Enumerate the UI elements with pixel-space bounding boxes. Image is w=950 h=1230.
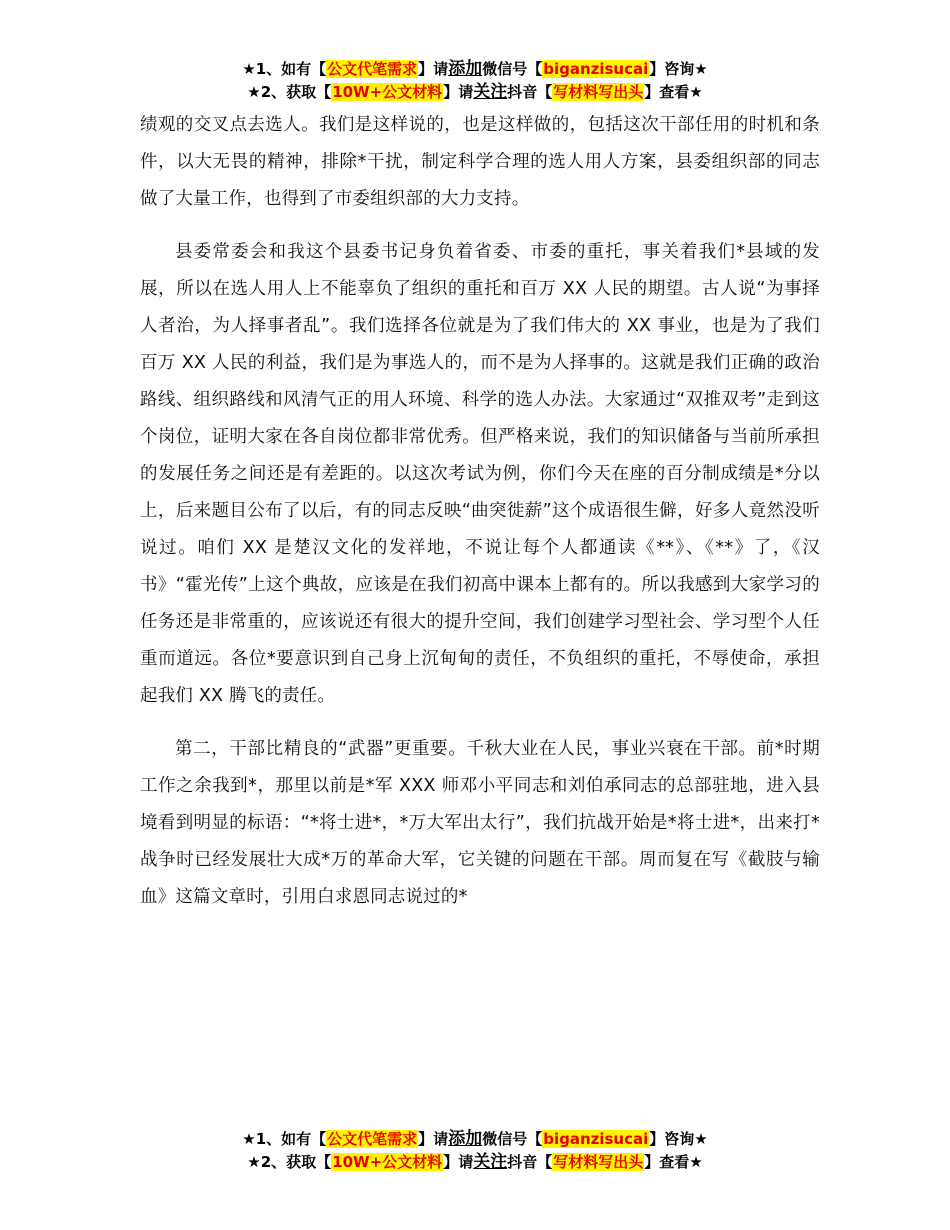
document-body — [140, 107, 820, 932]
banner-highlight: biganzisucai — [543, 1130, 649, 1148]
banner-highlight: 公文代笔需求 — [327, 60, 418, 78]
banner-underlined-text: 添加 — [448, 1129, 483, 1149]
banner-highlight: biganzisucai — [543, 60, 649, 78]
banner-text: 】查看★ — [644, 83, 703, 101]
banner-underlined-text: 关注 — [473, 1152, 508, 1172]
banner-text: ★2、获取【 — [247, 1153, 332, 1171]
banner-text: 】咨询★ — [649, 60, 708, 78]
banner-text: ★1、如有【 — [242, 60, 327, 78]
banner-text: 】查看★ — [644, 1153, 703, 1171]
paragraph-2: 县委常委会和我这个县委书记身负着省委、市委的重托，事关着我们*县域的发展，所以在选人用人上不能辜负了组织的重托和百万 XX 人民的期望。古人说“为事择人者治，为人择事者乱”。我们选择各位就是为了我们伟大的 XX 事业，也是为了我们百万 XX 人民的利益，我们是为事选人的，而不是为人择事的。这就是我们正确的政治路线、组织路线和风清气正的用人环境、科学的选人办法。大家通过“双推双考”走到这个岗位，证明大家在各自岗位都非常优秀。但严格来说，我们的知识储备与当前所承担的发展任务之间还是有差距的。以这次考试为例，你们今天在座的百分制成绩是*分以上，后来题目公布了以后，有的同志反映“曲突徙薪”这个成语很生僻，好多人竟然没听说过。咱们 XX 是楚汉文化的发祥地，不说让每个人都通读《**》、《**》了，《汉书》“霍光传”上这个典故，应该是在我们初高中课本上都有的。所以我感到大家学习的任务还是非常重的，应该说还有很大的提升空间，我们创建学习型社会、学习型个人任重而道远。各位*要意识到自己身上沉甸甸的责任，不负组织的重托，不辱使命，承担起我们 XX 腾飞的责任。 — [140, 242, 820, 706]
banner-text: ★1、如有【 — [242, 1130, 327, 1148]
banner-text: ★2、获取【 — [247, 83, 332, 101]
banner-underlined-text: 关注 — [473, 82, 508, 102]
banner-line-2 — [0, 1151, 950, 1174]
banner-text: 】请 — [418, 1130, 449, 1148]
footer-banner — [0, 1128, 950, 1174]
banner-highlight: 10W+公文材料 — [332, 83, 443, 101]
banner-highlight: 公文代笔需求 — [327, 1130, 418, 1148]
banner-text: 抖音【 — [507, 83, 553, 101]
banner-underlined-text: 添加 — [448, 59, 483, 79]
banner-text: 】请 — [443, 83, 474, 101]
banner-text: 微信号【 — [482, 1130, 543, 1148]
banner-text: 】请 — [418, 60, 449, 78]
banner-highlight: 写材料写出头 — [553, 83, 644, 101]
header-banner — [0, 58, 950, 104]
banner-highlight: 写材料写出头 — [553, 1153, 644, 1171]
banner-text: 抖音【 — [507, 1153, 553, 1171]
banner-text: 微信号【 — [482, 60, 543, 78]
banner-line-2 — [0, 81, 950, 104]
banner-line-1 — [0, 1128, 950, 1151]
paragraph-1: 绩观的交叉点去选人。我们是这样说的，也是这样做的，包括这次干部任用的时机和条件，以大无畏的精神，排除*干扰，制定科学合理的选人用人方案，县委组织部的同志做了大量工作，也得到了市委组织部的大力支持。 — [140, 115, 820, 209]
banner-text: 】请 — [443, 1153, 474, 1171]
banner-highlight: 10W+公文材料 — [332, 1153, 443, 1171]
banner-text: 】咨询★ — [649, 1130, 708, 1148]
paragraph-3: 第二，干部比精良的“武器”更重要。千秋大业在人民，事业兴衰在干部。前*时期工作之余我到*，那里以前是*军 XXX 师邓小平同志和刘伯承同志的总部驻地，进入县境看到明显的标语：“*将士进*，*万大军出太行”，我们抗战开始是*将士进*，出来打*战争时已经发展壮大成*万的革命大军，它关键的问题在干部。周而复在写《截肢与输血》这篇文章时，引用白求恩同志说过的* — [140, 739, 820, 907]
banner-line-1 — [0, 58, 950, 81]
